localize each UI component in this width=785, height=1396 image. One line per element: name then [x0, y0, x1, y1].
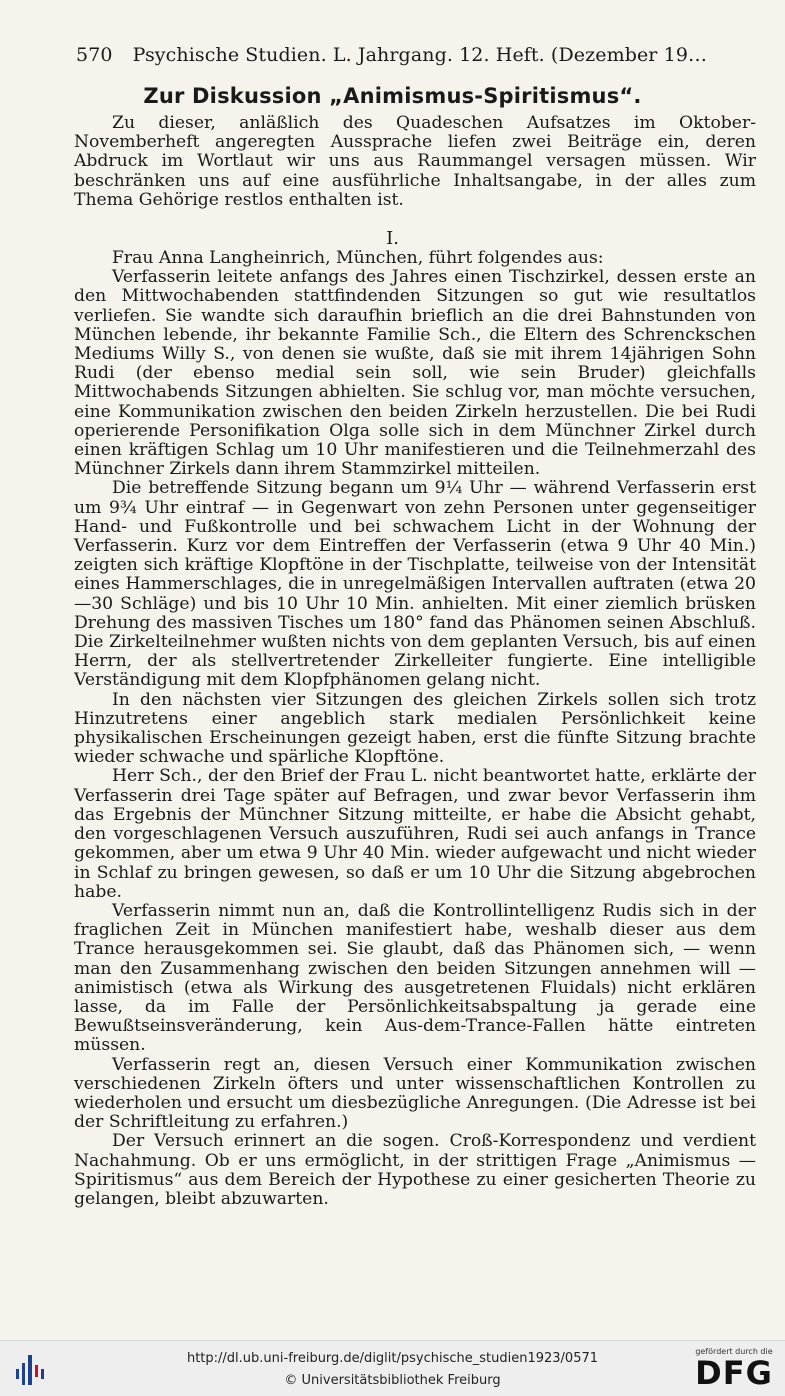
paragraph: Herr Sch., der den Brief der Frau L. nicht beantwortet hatte, erklärte der Verfasserin drei Tage später auf Befragen, und zwar bevor Verfasserin ihm das Ergebnis der Münchner Sitzung mitteilte, er habe die Absicht gehabt, den vorgeschlagenen Versuch auszuführen, Rudi sei auch anfangs in Trance gekommen, aber um etwa 9 Uhr 40 Min. wieder aufgewacht und nicht wieder in Schlaf zu bringen gewesen, so daß er um 10 Uhr die Sitzung abgebrochen habe. [74, 766, 756, 902]
intro-text [74, 114, 756, 210]
dfg-logo[interactable] [693, 1347, 775, 1390]
paragraph: Verfasserin leitete anfangs des Jahres einen Tischzirkel, dessen erste an den Mittwochabenden stattfindenden Sitzungen so gut wie resultatlos verliefen. Sie wandte sich daraufhin brieflich an die drei Bahnstunden von München lebende, ihr bekannte Familie Sch., die Eltern des Schrenckschen Mediums Willy S., von denen sie wußte, daß sie mit ihrem 14jährigen Sohn Rudi (der ebenso medial sein soll, wie sein Bruder) gleichfalls Mittwochabends Sitzungen abhielten. Sie schlug vor, man möchte versuchen, eine Kommunikation zwischen den beiden Zirkeln herzustellen. Die bei Rudi operierende Personifikation Olga solle sich in dem Münchner Zirkel durch einen kräftigen Schlag um 10 Uhr manifestieren und die Teilnehmerzahl des Münchner Zirkels dann ihrem Stammzirkel mitteilen. [74, 267, 756, 480]
paragraph: Verfasserin nimmt nun an, daß die Kontrollintelligenz Rudis sich in der fraglichen Zeit in München manifestiert habe, weshalb dieser aus dem Trance herausgekommen sei. Sie glaubt, daß das Phänomen sich, — wenn man den Zusammenhang zwischen den beiden Sitzungen annehmen will — animistisch (etwa als Wirkung des ausgetretenen Fluidals) nicht erklären lasse, da im Falle der Persönlichkeitsabspaltung ja gerade eine Bewußtseinsveränderung, kein Aus-dem-Trance-Fallen hätte eintreten müssen. [74, 900, 756, 1056]
running-header [76, 44, 736, 66]
paragraph: Der Versuch erinnert an die sogen. Croß-Korrespondenz und verdient Nachahmung. Ob er uns ermöglicht, in der strittigen Frage „Animismus — Spiritismus“ aus dem Bereich der Hypothese zu einer gesicherten Theorie zu gelangen, bleibt abzuwarten. [74, 1131, 756, 1209]
section-number: I. [386, 228, 399, 249]
paragraph: In den nächsten vier Sitzungen des gleichen Zirkels sollen sich trotz Hinzutretens einer angeblich stark medialen Persönlichkeit keine physikalischen Erscheinungen gezeigt haben, erst die fünfte Sitzung brachte wieder schwache und spärliche Klopftöne. [74, 689, 756, 768]
viewer-footer [0, 1340, 785, 1396]
article-title: Zur Diskussion „Animismus-Spiritismus“. [143, 84, 642, 108]
article-body [74, 249, 756, 1209]
paragraph: Verfasserin regt an, diesen Versuch einer Kommunikation zwischen verschiedenen Zirkeln öfters und unter wissenschaftlichen Kontrollen zu wiederholen und ersucht um diesbezügliche Anregungen. (Die Adresse ist bei der Schriftleitung zu erfahren.) [74, 1054, 756, 1133]
intro-paragraph: Zu dieser, anläßlich des Quadeschen Aufsatzes im Oktober-Novemberheft angeregten Aussprache liefen zwei Beiträge ein, deren Abdruck im Wortlaut wir uns aus Raummangel versagen müssen. Wir beschränken uns auf eine ausführliche Inhaltsangabe, in der alles zum Thema Gehörige restlos enthalten ist. [74, 113, 756, 210]
dfg-logo-text: DFG [695, 1354, 773, 1392]
document-url-link[interactable]: http://dl.ub.uni-freiburg.de/diglit/psychische_studien1923/0571 [186, 1351, 599, 1366]
copyright-text: © Universitätsbibliothek Freiburg [284, 1373, 501, 1388]
paragraph: Frau Anna Langheinrich, München, führt folgendes aus: [112, 248, 604, 268]
paragraph: Die betreffende Sitzung begann um 9¼ Uhr — während Verfasserin erst um 9¾ Uhr eintraf — in Gegenwart von zehn Personen unter gegenseitiger Hand- und Fußkontrolle und bei schwachem Licht in der Wohnung der Verfasserin. Kurz vor dem Eintreffen der Verfasserin (etwa 9 Uhr 40 Min.) zeigten sich kräftige Klopftöne in der Tischplatte, teilweise von der Intensität eines Hammerschlages, die in unregelmäßigen Intervallen auftraten (etwa 20—30 Schläge) und bis 10 Uhr 10 Min. anhielten. Mit einer ziemlich brüsken Drehung des massiven Tisches um 180° fand das Phänomen seinen Abschluß. Die Zirkelteilnehmer wußten nichts von dem geplanten Versuch, bis auf einen Herrn, der als stellvertretender Zirkelleiter fungierte. Eine intelligible Verständigung mit dem Klopfphänomen gelang nicht. [74, 478, 756, 691]
running-title: Psychische Studien. L. Jahrgang. 12. Heft. (Dezember 19… [132, 44, 708, 66]
dfg-caption: gefördert durch die [695, 1347, 773, 1356]
page-number: 570 [76, 44, 113, 66]
